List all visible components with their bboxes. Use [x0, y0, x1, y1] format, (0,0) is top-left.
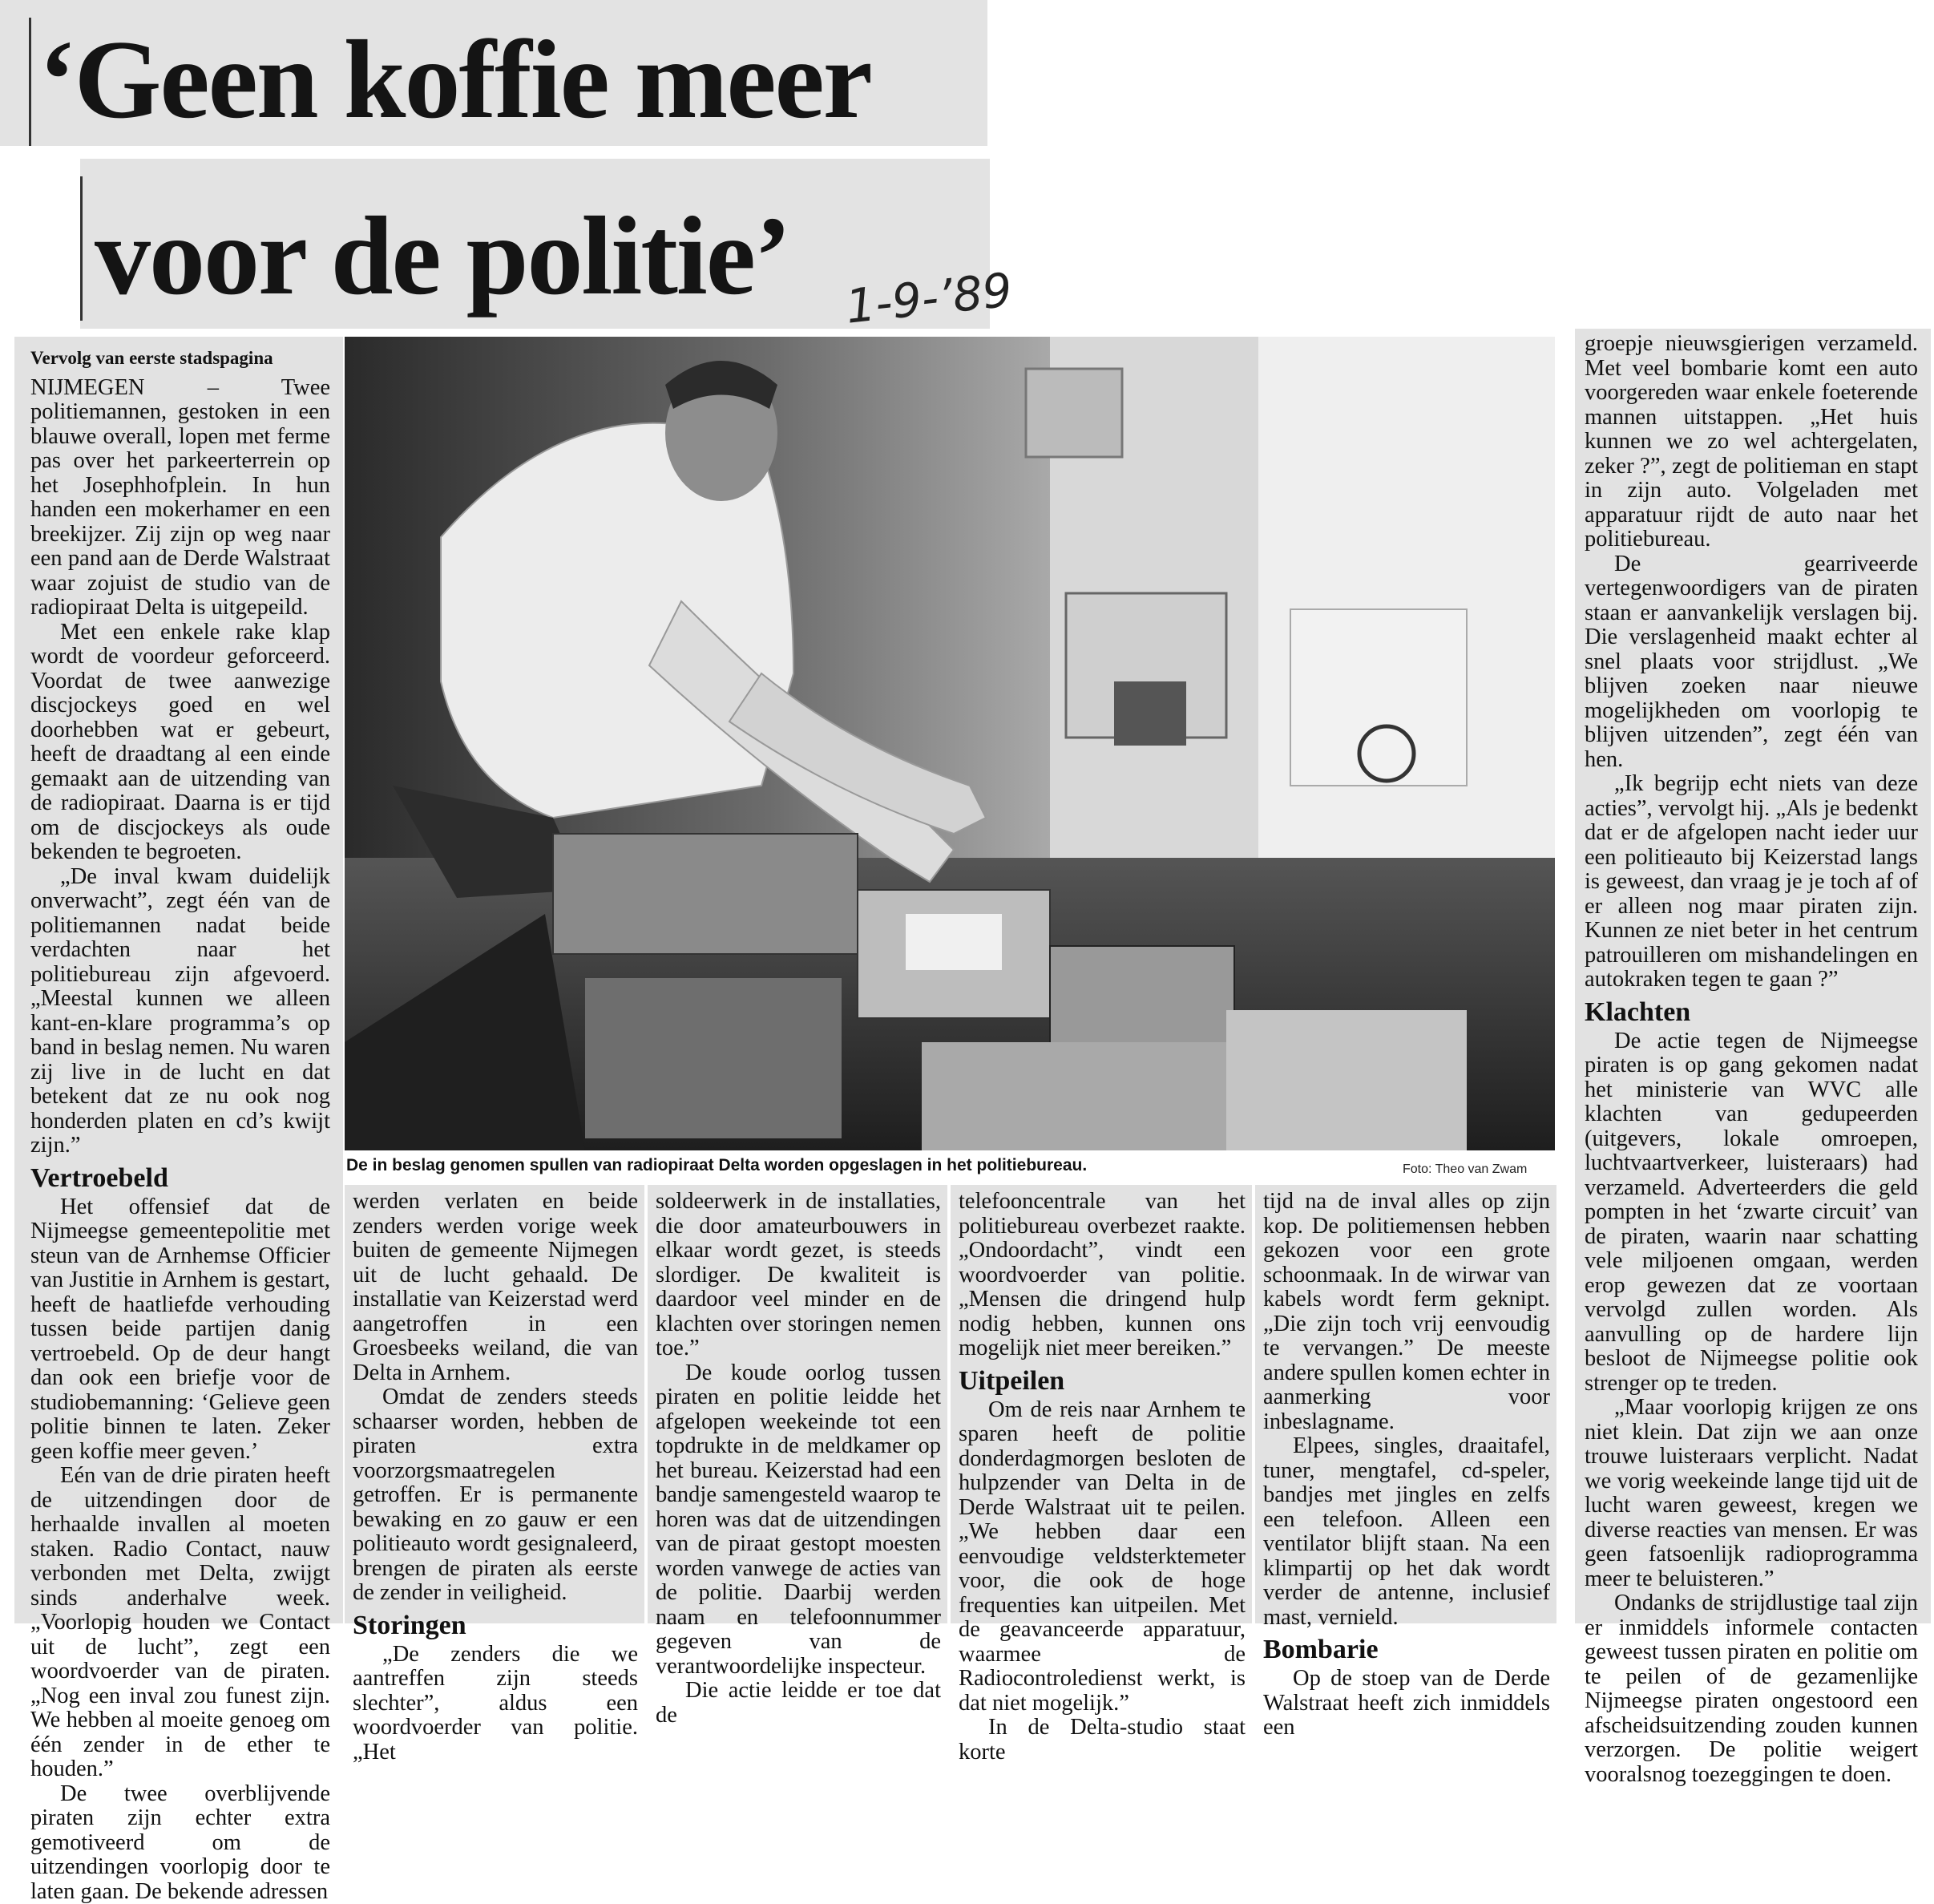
paragraph: Ondanks de strijdlustige taal zijn er inmiddels informele contacten geweest tussen piraten en politie om te peilen of de gezamenlijke Nijmeegse piraten ongestoord een afscheidsuitzending zouden kunnen verzorgen. De politie weigert vooralsnog toezeggingen te doen.	[1585, 1591, 1918, 1787]
paragraph: Met een enkele rake klap wordt de voordeur geforceerd. Voordat de twee aanwezige discjockeys goed en wel doorhebben wat er gebeurt, heeft de draadtang al een einde gemaakt aan de uitzending van de radiopiraat. Daarna is er tijd om de discjockeys als oude bekenden te begroeten.	[30, 621, 330, 865]
photo-image	[345, 337, 1555, 1150]
paragraph: soldeerwerk in de installaties, die door amateurbouwers in elkaar wordt gezet, is steeds slordiger. De kwaliteit is daardoor veel minder en de klachten over storingen nemen toe.”	[656, 1190, 941, 1361]
paragraph: In de Delta-studio staat korte	[959, 1716, 1246, 1765]
paragraph: Op de stoep van de Derde Walstraat heeft zich inmiddels een	[1263, 1667, 1550, 1740]
paragraph: NIJMEGEN – Twee politiemannen, gestoken in een blauwe overall, lopen met ferme pas over het parkeerterrein op het Josephhofplein. In hun handen een mokerhamer en een breekijzer. Zij zijn op weg naar een pand aan de Derde Walstraat waar zojuist de studio van de radiopiraat Delta is uitgepeild.	[30, 376, 330, 621]
news-photo	[345, 337, 1555, 1150]
headline-rule	[29, 18, 31, 146]
paragraph: Eén van de drie piraten heeft de uitzendingen door de herhaalde invallen al moeten staken. Radio Contact, nauw verbonden met Delta, zwijgt sinds anderhalve week. „Voorlopig houden we Contact uit de lucht”, zegt een woordvoerder van de piraten. „Nog een inval zou funest zijn. We hebben al moeite genoeg om één zender in de ether te houden.”	[30, 1464, 330, 1782]
paragraph: werden verlaten en beide zenders werden vorige week buiten de gemeente Nijmegen uit de lucht gehaald. De installatie van Keizerstad werd aangetroffen in een Groesbeeks weiland, die van Delta in Arnhem.	[353, 1190, 638, 1385]
photo-caption: De in beslag genomen spullen van radiopiraat Delta worden opgeslagen in het politiebureau.	[346, 1156, 1087, 1175]
paragraph: Omdat de zenders steeds schaarser worden, hebben de piraten extra voorzorgsmaatregelen getroffen. Er is permanente bewaking en zo gauw er een politieauto wordt gesignaleerd, brengen de piraten als eerste de zender in veiligheid.	[353, 1385, 638, 1606]
paragraph: De actie tegen de Nijmeegse piraten is op gang gekomen nadat het ministerie van WVC alle klachten van gedupeerden (uitgevers, lokale omroepen, luchtvaartverkeer, luisteraars) had verzameld. Adverteerders die geld pompten in het ‘zwarte circuit’ van de piraten, waarin naar schatting vele miljoenen omgaan, werden erop gewezen dat ze voortaan vervolgd zullen worden. Als aanvulling op de hardere lijn besloot de Nijmeegse politie ook strenger op te treden.	[1585, 1029, 1918, 1397]
headline-line-1: ‘Geen koffie meer	[38, 24, 871, 136]
paragraph: Het offensief dat de Nijmeegse gemeentepolitie met steun van de Arnhemse Officier van Justitie in Arnhem is gestart, heeft de haatliefde verhouding tussen beide partijen danig vertroebeld. Op de deur hangt dan ook een briefje voor de studiobemanning: ‘Gelieve geen politie binnen te laten. Zeker geen koffie meer geven.’	[30, 1195, 330, 1465]
paragraph: „De inval kwam duidelijk onverwacht”, zegt één van de politiemannen nadat beide verdachten naar het politiebureau zijn afgevoerd. „Meestal kunnen we alleen kant-en-klare programma’s op band in beslag nemen. Nu waren zij live in de lucht en dat betekent dat ze nu ook nog honderden platen en cd’s kwijt zijn.”	[30, 865, 330, 1158]
column-2	[345, 1185, 644, 1623]
paragraph: „De zenders die we aantreffen zijn steeds slechter”, aldus een woordvoerder van politie. „Het	[353, 1643, 638, 1765]
paragraph: „Maar voorlopig krijgen ze ons niet klein. Dat zijn we aan onze trouwe luisteraars verplicht. Nadat we vorig weekeinde lange tijd uit de lucht waren geweest, kregen we diverse reacties van mensen. Er was geen fatsoenlijk radioprogramma meer te beluisteren.”	[1585, 1396, 1918, 1591]
column-1	[14, 337, 343, 1623]
subheading-bombarie: Bombarie	[1263, 1635, 1550, 1665]
paragraph: telefooncentrale van het politiebureau overbezet raakte. „Ondoordacht”, vindt een woordvoerder van politie. „Mensen die dringend hulp nodig hebben, kunnen ons mogelijk niet meer bereiken.”	[959, 1190, 1246, 1361]
photo-credit: Foto: Theo van Zwam	[1403, 1162, 1527, 1177]
headline-line-2: voor de politie’	[95, 200, 790, 313]
column-6	[1575, 329, 1931, 1623]
continuation-label: Vervolg van eerste stadspagina	[30, 346, 330, 371]
paragraph: Om de reis naar Arnhem te sparen heeft de politie donderdagmorgen besloten de hulpzender van Delta in de Derde Walstraat uit te peilen. „We hebben daar een eenvoudige veldsterktemeter voor, die ook de hoge frequenties kan uitpeilen. Met de geavanceerde apparatuur, waarmee de Radiocontroledienst werkt, is dat niet mogelijk.”	[959, 1398, 1246, 1716]
subheading-klachten: Klachten	[1585, 997, 1918, 1028]
paragraph: De gearriveerde vertegenwoordigers van de piraten staan er aanvankelijk verslagen bij. Die verslagenheid maakt echter al snel plaats voor strijdlust. „We blijven zoeken naar nieuwe mogelijkheden om voorlopig te blijven uitzenden”, zegt één van hen.	[1585, 552, 1918, 773]
column-4	[951, 1185, 1252, 1623]
paragraph: tijd na de inval alles op zijn kop. De politiemensen hebben gekozen voor een grote schoonmaak. In de wirwar van kabels wordt ferm geknipt. „Die zijn toch vrij eenvoudig te vervangen.” De meeste andere spullen komen echter in aanmerking voor inbeslagname.	[1263, 1190, 1550, 1434]
paragraph: De koude oorlog tussen piraten en politie leidde het afgelopen weekeinde tot een topdrukte in de meldkamer op het bureau. Keizerstad had een bandje samengesteld waarop te horen was dat de uitzendingen van de piraat gestopt moesten worden vanwege de acties van de politie. Daarbij werden naam en telefoonnummer gegeven van de verantwoordelijke inspecteur.	[656, 1361, 941, 1680]
subheading-storingen: Storingen	[353, 1611, 638, 1641]
paragraph: Die actie leidde er toe dat de	[656, 1679, 941, 1728]
handwritten-date: 1-9-’89	[843, 262, 1015, 334]
paragraph: De twee overblijvende piraten zijn echter extra gemotiveerd om de uitzendingen voorlopig door te laten gaan. De bekende adressen	[30, 1782, 330, 1904]
column-3	[648, 1185, 947, 1623]
subheading-uitpeilen: Uitpeilen	[959, 1366, 1246, 1397]
subheading-vertroebeld: Vertroebeld	[30, 1163, 330, 1194]
headline-rule-2	[80, 176, 83, 321]
paragraph: Elpees, singles, draaitafel, tuner, mengtafel, cd-speler, bandjes met jingles en zelfs een telefoon. Alleen een ventilator blijft staan. Na een klimpartij op het dak wordt verder de antenne, inclusief mast, vernield.	[1263, 1434, 1550, 1630]
column-5	[1255, 1185, 1556, 1623]
paragraph: groepje nieuwsgierigen verzameld. Met veel bombarie komt een auto voorgereden waar enkele foeterende mannen uitstappen. „Het huis kunnen we zo wel achtergelaten, zeker ?”, zegt de politieman en stapt in zijn auto. Volgeladen met apparatuur rijdt de auto naar het politiebureau.	[1585, 332, 1918, 552]
paragraph: „Ik begrijp echt niets van deze acties”, vervolgt hij. „Als je bedenkt dat er de afgelopen nacht ieder uur een politieauto bij Keizerstad langs is geweest, dan vraag je je toch af of er alleen nog maar piraten zijn. Kunnen ze niet beter in het centrum patrouilleren om mishandelingen en autokraken tegen te gaan ?”	[1585, 772, 1918, 992]
